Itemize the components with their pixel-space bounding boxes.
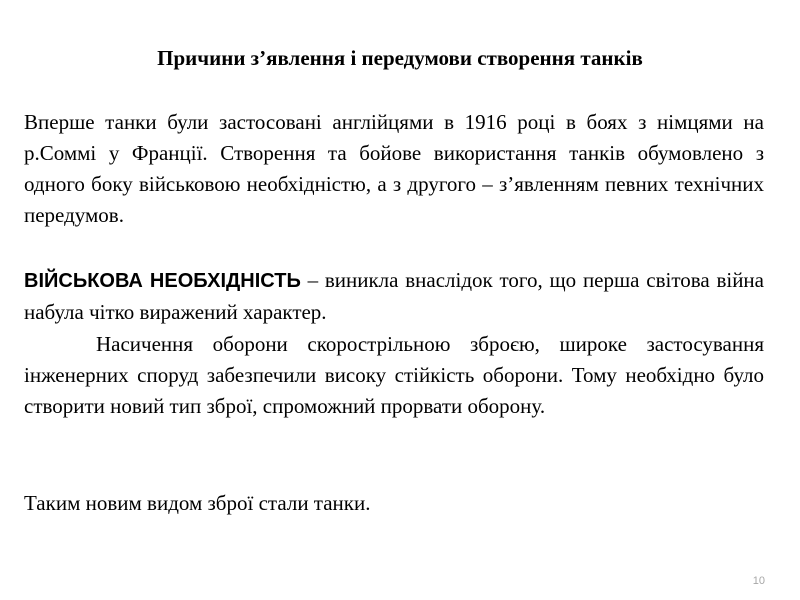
paragraph-conclusion: Таким новим видом зброї стали танки.: [24, 491, 371, 515]
slide-title: Причини з’явлення і передумови створення танків: [157, 46, 643, 70]
paragraph-military-necessity: [24, 265, 764, 328]
paragraph-intro: Вперше танки були застосовані англійцями в 1916 році в боях з німцями на р.Соммі у Франції. Створення та бойове використання танків обумовлено з одного боку військовою необхідністю, а з другого – з’явленням певних технічних передумов.: [24, 110, 764, 227]
paragraph-defense-saturation: Насичення оборони скорострільною зброєю, широке застосування інженерних споруд забезпечили високу стійкість оборони. Тому необхідно було створити новий тип зброї, спроможний прорвати оборону.: [24, 332, 764, 418]
military-necessity-heading: ВІЙСЬКОВА НЕОБХІДНІСТЬ: [24, 270, 301, 292]
military-necessity-text: – виникла внаслідок того, що перша світова війна набула чітко виражений характер.: [24, 268, 764, 324]
page-number: 10: [752, 575, 765, 587]
